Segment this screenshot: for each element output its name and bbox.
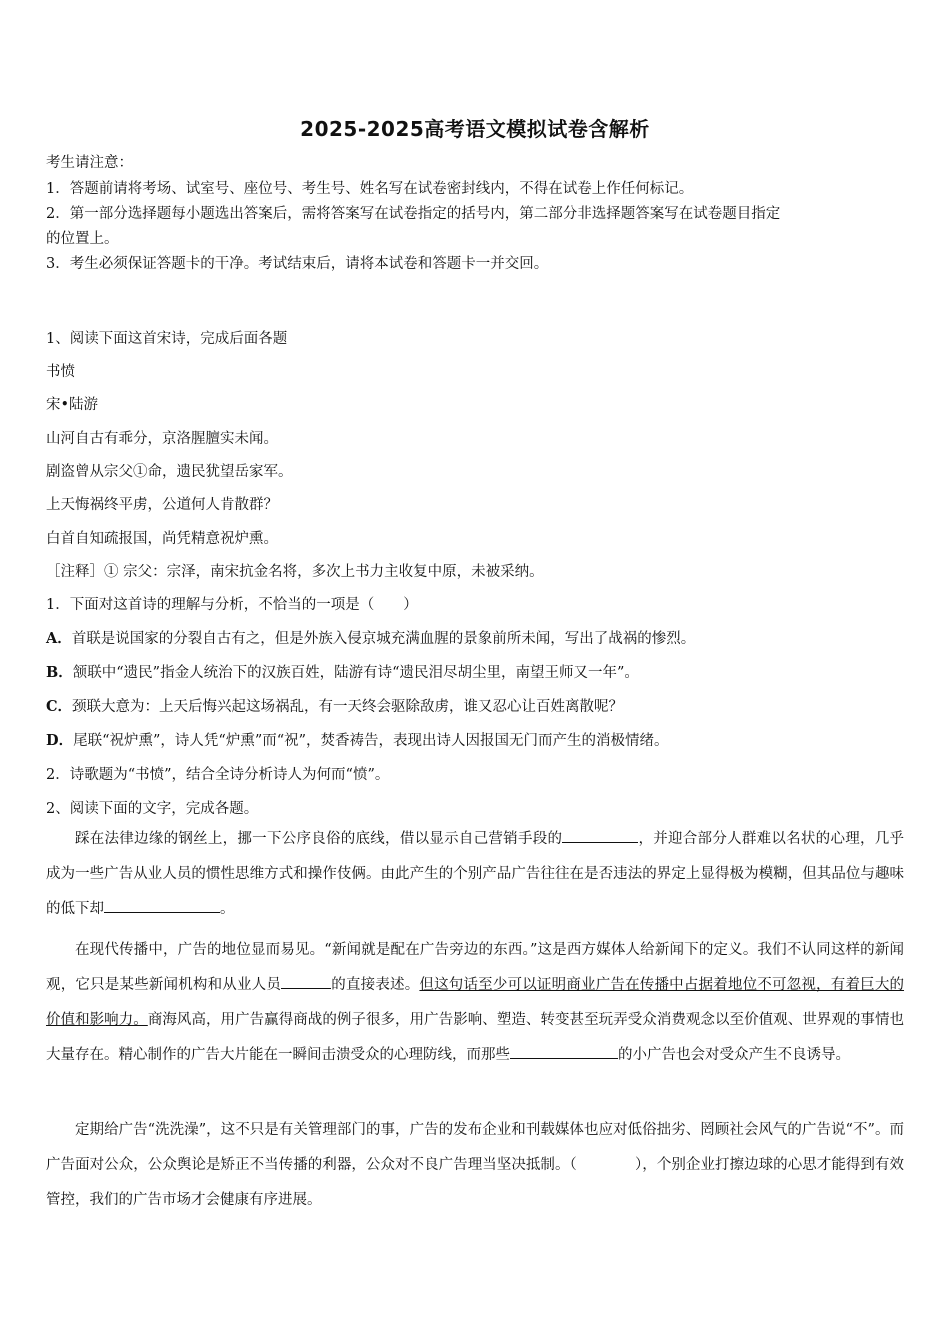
answer-blank-4 [510, 1044, 618, 1059]
q1-sub2-stem: 2．诗歌题为“书愤”，结合全诗分析诗人为何而“愤”。 [46, 767, 390, 783]
p1-text-a: 踩在法律边缘的钢丝上，挪一下公序良俗的底线，借以显示自己营销手段的 [75, 831, 563, 847]
option-d [46, 729, 669, 750]
p1-text-c: 。 [220, 901, 235, 917]
q1-sub1-stem: 1．下面对这首诗的理解与分析，不恰当的一项是（ ） [46, 597, 418, 613]
passage-paragraph-3: 定期给广告“洗洗澡”，这不只是有关管理部门的事，广告的发布企业和刊载媒体也应对低俗拙劣、罔顾社会风气的广告说“不”。而广告面对公众，公众舆论是矫正不当传播的利器，公众对不良广告理当坚决抵制。（ ），个别企业打擦边球的心思才能得到有效管控，我们的广告市场才会健康有序进展。 [46, 1122, 904, 1208]
poem-title: 书愤 [46, 364, 75, 380]
option-b-text: 颔联中“遗民”指金人统治下的汉族百姓，陆游有诗“遗民泪尽胡尘里，南望王师又一年”。 [72, 665, 639, 681]
q1-intro: 1、阅读下面这首宋诗，完成后面各题 [46, 331, 288, 347]
option-b-key: B． [46, 664, 73, 681]
option-a [46, 627, 695, 648]
notice-header: 考生请注意： [46, 155, 133, 171]
p2-text-b: 的直接表述。 [331, 977, 420, 993]
poem-author: 宋•陆游 [46, 397, 99, 413]
poem-verse-4: 白首自知疏报国，尚凭精意祝炉熏。 [46, 531, 278, 547]
notice-item-2-cont: 的位置上。 [46, 231, 119, 247]
notice-item-2: 2．第一部分选择题每小题选出答案后，需将答案写在试卷指定的括号内，第二部分非选择题答案写在试卷题目指定 [46, 206, 781, 222]
option-c-text: 颈联大意为：上天后悔兴起这场祸乱，有一天终会驱除敌虏，谁又忍心让百姓离散呢？ [72, 699, 624, 715]
underlined-sentence: 但这句话至少可以证明商业广告在传播中占据着地位不可忽视，有着巨大的价值和影响力。 [46, 977, 905, 1028]
notice-item-1: 1．答题前请将考场、试室号、座位号、考生号、姓名写在试卷密封线内，不得在试卷上作任何标记。 [46, 181, 694, 197]
poem-note: ［注释］① 宗父：宗泽，南宋抗金名将，多次上书力主收复中原，未被采纳。 [46, 564, 544, 580]
poem-verse-1: 山河自古有乖分，京洛腥膻实未闻。 [46, 431, 278, 447]
option-d-text: 尾联“祝炉熏”，诗人凭“炉熏”而“祝”，焚香祷告，表现出诗人因报国无门而产生的消极情绪。 [73, 733, 669, 749]
option-b [46, 661, 639, 682]
option-a-key: A． [46, 630, 72, 647]
passage-paragraph-2 [46, 933, 904, 1073]
passage-paragraph-1 [46, 822, 904, 927]
option-c [46, 695, 623, 716]
notice-item-3: 3．考生必须保证答题卡的干净。考试结束后，请将本试卷和答题卡一并交回。 [46, 256, 549, 272]
option-c-key: C． [46, 698, 73, 715]
answer-blank-2 [104, 898, 220, 913]
p2-text-c: 商海风高，用广告赢得商战的例子很多，用广告影响、塑造、转变甚至玩弄受众消费观念以至价值观、世界观的事情也大量存在。精心制作的广告大片能在一瞬间击溃受众的心理防线，而那些 [46, 1012, 905, 1063]
option-d-key: D． [46, 732, 74, 749]
answer-blank-1 [562, 828, 638, 843]
answer-blank-3 [281, 974, 331, 989]
page-title: 2025-2025高考语文模拟试卷含解析 [300, 117, 650, 141]
p2-text-d: 的小广告也会对受众产生不良诱导。 [618, 1047, 850, 1063]
poem-verse-3: 上天悔祸终平虏，公道何人肯散群？ [46, 497, 278, 513]
p2-text-a: 在现代传播中，广告的地位显而易见。“新闻就是配在广告旁边的东西。”这是西方媒体人给新闻下的定义。我们不认同这样的新闻观，它只是某些新闻机构和从业人员 [46, 942, 904, 993]
q2-intro: 2、阅读下面的文字，完成各题。 [46, 801, 259, 817]
p1-text-b: ，并迎合部分人群难以名状的心理，几乎成为一些广告从业人员的惯性思维方式和操作伎俩。由此产生的个别产品广告往往在是否违法的界定上显得极为模糊，但其品位与趣味的低下却 [46, 831, 904, 917]
option-a-text: 首联是说国家的分裂自古有之，但是外族入侵京城充满血腥的景象前所未闻，写出了战祸的惨烈。 [71, 631, 696, 647]
poem-verse-2: 剧盗曾从宗父①命，遗民犹望岳家军。 [46, 464, 293, 480]
